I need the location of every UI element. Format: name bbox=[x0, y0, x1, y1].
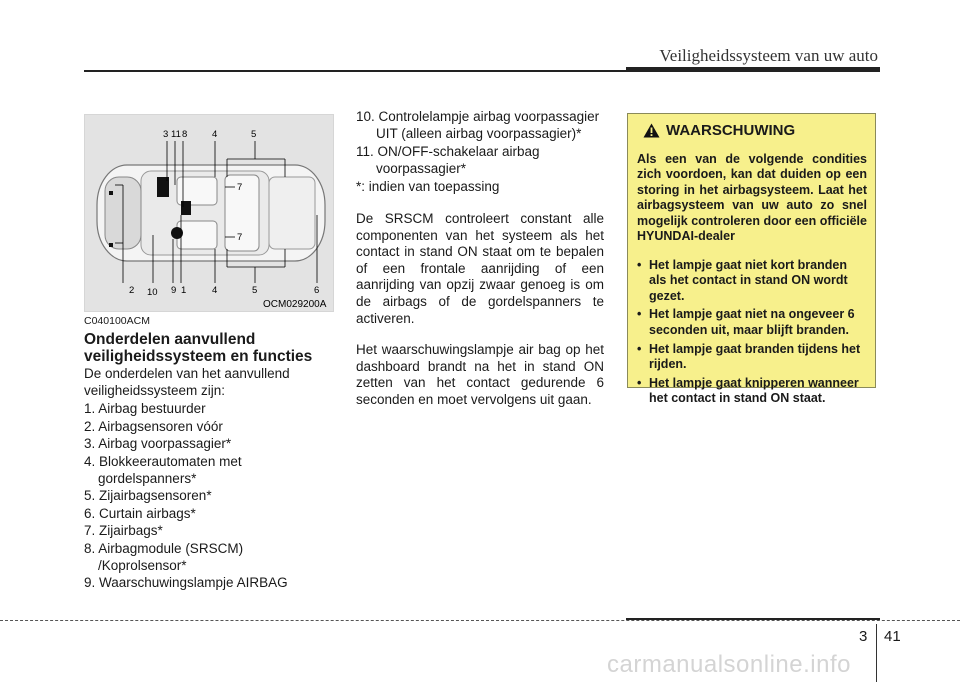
footnote: *: indien van toepassing bbox=[356, 179, 500, 195]
callout-5-bottom: 5 bbox=[252, 285, 258, 296]
callout-6: 6 bbox=[314, 285, 320, 296]
front-sensor-lower bbox=[109, 243, 113, 247]
page-number: 41 bbox=[884, 628, 901, 645]
warning-triangle-icon bbox=[643, 123, 660, 138]
cargo-area bbox=[269, 177, 315, 249]
figure-code: OCM029200A bbox=[263, 299, 327, 310]
srscm-module bbox=[181, 201, 191, 215]
page-header-title: Veiligheidssysteem van uw auto bbox=[659, 46, 878, 65]
section-intro: De onderdelen van het aanvullend veiligheidssysteem zijn: bbox=[84, 366, 290, 398]
warning-bullet-item: • Het lampje gaat niet na ongeveer 6 seconden uit, maar blijft branden. bbox=[637, 307, 855, 337]
warning-box bbox=[627, 113, 876, 406]
car-topview-illustration bbox=[85, 115, 333, 311]
front-sensor-upper bbox=[109, 191, 113, 195]
list-item: 1. Airbag bestuurder bbox=[84, 401, 206, 417]
list-item: 4. Blokkeerautomaten met gordelspanners* bbox=[84, 453, 242, 486]
callout-2: 2 bbox=[129, 285, 135, 296]
callout-8: 8 bbox=[182, 129, 188, 140]
list-item: 8. Airbagmodule (SRSCM) /Koprolsensor* bbox=[84, 540, 244, 573]
callout-7-upper: 7 bbox=[237, 182, 243, 193]
list-item: 7. Zijairbags* bbox=[84, 523, 163, 539]
list-item: 2. Airbagsensoren vóór bbox=[84, 418, 223, 434]
warning-header bbox=[643, 122, 867, 139]
callout-4-top: 4 bbox=[212, 129, 218, 140]
warning-bullets bbox=[637, 258, 867, 407]
callout-5-top: 5 bbox=[251, 129, 257, 140]
section-code: C040100ACM bbox=[84, 315, 150, 327]
list-item: 10. Controlelampje airbag voorpassagier UIT (alleen airbag voorpassagier)* bbox=[356, 109, 600, 141]
airbag-diagram-figure bbox=[84, 114, 334, 312]
callout-4-bottom: 4 bbox=[212, 285, 218, 296]
paragraph-srscm: De SRSCM controleert constant alle componenten van het systeem als het contact in stand ON staat om te bepalen of een frontale aanrijding of een aanrijding van opzij zwaar genoeg is om de airbags of de gordelspanners te activeren. bbox=[356, 210, 604, 326]
warning-bullet-item: • Het lampje gaat niet kort branden als het contact in stand ON wordt gezet. bbox=[637, 257, 848, 303]
header-rule-accent bbox=[626, 67, 880, 72]
warning-intro: Als een van de volgende condities zich voordoen, kan dat duiden op een storing in het airbagsysteem. Laat het airbagsysteem van uw auto zo snel mogelijk controleren door een officiële HYUNDAI-dealer bbox=[637, 151, 867, 244]
list-item: 6. Curtain airbags* bbox=[84, 505, 196, 521]
callout-11: 11 bbox=[171, 129, 181, 140]
warning-bullet-item: • Het lampje gaat branden tijdens het rijden. bbox=[637, 341, 861, 372]
list-item: 11. ON/OFF-schakelaar airbag voorpassagier* bbox=[356, 144, 540, 176]
paragraph-warning-lamp: Het waarschuwingslampje air bag op het dashboard brandt na het in stand ON zetten van het contact gedurende 6 seconden en moet vervolgens uit gaan. bbox=[356, 342, 604, 407]
section-title: Onderdelen aanvullend veiligheidssysteem en functies bbox=[84, 331, 313, 365]
callout-10: 10 bbox=[147, 287, 158, 298]
list-item: 5. Zijairbagsensoren* bbox=[84, 488, 212, 504]
callout-9: 9 bbox=[171, 285, 177, 296]
callout-3: 3 bbox=[163, 129, 169, 140]
list-item: 3. Airbag voorpassagier* bbox=[84, 436, 232, 452]
watermark: carmanualsonline.info bbox=[607, 651, 851, 678]
page-section-number: 3 bbox=[859, 628, 868, 645]
warning-heading: WAARSCHUWING bbox=[666, 122, 796, 139]
middle-column bbox=[356, 109, 604, 409]
page-number-separator bbox=[876, 624, 877, 682]
footer-dashed-rule bbox=[0, 620, 960, 621]
seat-front-left bbox=[177, 221, 217, 249]
warning-bullet-item: • Het lampje gaat knipperen wanneer het contact in stand ON staat. bbox=[637, 375, 859, 406]
callout-1: 1 bbox=[181, 285, 187, 296]
list-item: 9. Waarschuwingslampje AIRBAG bbox=[84, 575, 288, 591]
component-list bbox=[84, 366, 346, 593]
footer-rule bbox=[626, 618, 880, 620]
callout-7-lower: 7 bbox=[237, 232, 243, 243]
